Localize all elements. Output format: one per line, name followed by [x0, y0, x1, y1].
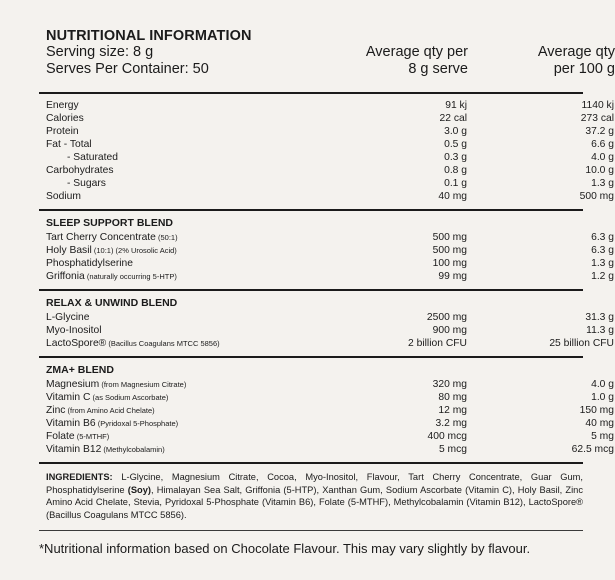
zma-blend-section: [39, 358, 614, 462]
row-label: Tart Cherry Concentrate (50:1): [46, 232, 178, 243]
row-label: Protein: [46, 126, 79, 137]
table-row: [39, 177, 614, 190]
row-note: (from Amino Acid Chelate): [65, 406, 155, 415]
per-serve-value: 91 kj: [445, 100, 467, 111]
row-label: Fat - Total: [46, 139, 92, 150]
col-per-100g-heading-2: per 100 g: [553, 61, 615, 77]
table-row: [39, 270, 614, 283]
serving-size: Serving size: 8 g: [46, 44, 154, 60]
table-row: [39, 257, 614, 270]
per-100g-value: 4.0 g: [591, 152, 614, 163]
per-100g-value: 1.2 g: [591, 271, 614, 282]
per-serve-value: 40 mg: [438, 191, 467, 202]
per-100g-value: 6.3 g: [591, 245, 614, 256]
row-label: Folate (5-MTHF): [46, 431, 110, 442]
row-label: Holy Basil (10:1) (2% Urosolic Acid): [46, 245, 177, 256]
row-note: (as Sodium Ascorbate): [90, 393, 169, 402]
allergen-soy: (Soy): [127, 484, 151, 495]
per-serve-value: 12 mg: [438, 405, 467, 416]
section-title: SLEEP SUPPORT BLEND: [46, 217, 173, 229]
table-row: [39, 112, 614, 125]
col-per-serve-heading-1: Average qty per: [365, 44, 468, 60]
per-100g-value: 1.3 g: [591, 258, 614, 269]
per-serve-value: 0.3 g: [444, 152, 467, 163]
table-row: [39, 244, 614, 257]
per-serve-value: 400 mcg: [427, 431, 467, 442]
per-100g-value: 6.3 g: [591, 232, 614, 243]
serving-header: [39, 44, 615, 92]
row-label: Phosphatidylserine: [46, 258, 134, 269]
row-label: Myo-Inositol: [46, 325, 102, 336]
table-row: [39, 99, 614, 112]
per-serve-value: 900 mg: [432, 325, 467, 336]
per-serve-value: 500 mg: [432, 245, 467, 256]
row-label: LactoSpore® (Bacillus Coagulans MTCC 5856): [46, 338, 220, 349]
table-row: [39, 404, 614, 417]
row-label: - Saturated: [67, 152, 118, 163]
row-label: - Sugars: [67, 178, 106, 189]
per-100g-value: 40 mg: [585, 418, 614, 429]
ingredients-label: INGREDIENTS:: [46, 472, 113, 482]
row-note: (5-MTHF): [74, 432, 110, 441]
row-note: (Methylcobalamin): [101, 445, 165, 454]
per-100g-value: 31.3 g: [585, 312, 614, 323]
per-serve-value: 80 mg: [438, 392, 467, 403]
per-serve-value: 0.8 g: [444, 165, 467, 176]
per-serve-value: 22 cal: [439, 113, 467, 124]
divider: [39, 530, 583, 531]
row-label: Calories: [46, 113, 84, 124]
per-100g-value: 273 cal: [580, 113, 614, 124]
per-serve-value: 99 mg: [438, 271, 467, 282]
table-row: [39, 138, 614, 151]
row-label: Griffonia (naturally occurring 5-HTP): [46, 271, 177, 282]
per-100g-value: 1140 kj: [581, 100, 614, 111]
per-100g-value: 11.3 g: [586, 325, 614, 336]
table-row: [39, 430, 614, 443]
per-serve-value: 0.1 g: [444, 178, 467, 189]
table-row: [39, 151, 614, 164]
per-serve-value: 3.0 g: [444, 126, 467, 137]
row-note: (Pyridoxal 5-Phosphate): [95, 419, 179, 428]
row-label: Vitamin B6 (Pyridoxal 5-Phosphate): [46, 418, 179, 429]
per-100g-value: 62.5 mcg: [571, 444, 614, 455]
per-serve-value: 2500 mg: [426, 312, 467, 323]
col-per-100g-heading-1: Average qty: [537, 44, 615, 60]
row-label: Vitamin C (as Sodium Ascorbate): [46, 392, 169, 403]
per-serve-value: 3.2 mg: [435, 418, 467, 429]
per-serve-value: 500 mg: [432, 232, 467, 243]
row-note: (Bacillus Coagulans MTCC 5856): [106, 339, 220, 348]
table-row: [39, 417, 614, 430]
per-100g-value: 37.2 g: [585, 126, 614, 137]
row-label: L-Glycine: [46, 312, 90, 323]
per-serve-value: 2 billion CFU: [408, 338, 467, 349]
per-100g-value: 4.0 g: [591, 379, 614, 390]
per-100g-value: 1.3 g: [591, 178, 614, 189]
row-label: Vitamin B12 (Methylcobalamin): [46, 444, 165, 455]
per-serve-value: 5 mcg: [438, 444, 467, 455]
table-row: [39, 164, 614, 177]
per-serve-value: 100 mg: [432, 258, 467, 269]
table-row: [39, 378, 614, 391]
nutrient-table: [39, 94, 614, 209]
nutrition-panel: [39, 28, 615, 531]
per-100g-value: 1.0 g: [591, 392, 614, 403]
table-row: [39, 190, 614, 203]
per-100g-value: 150 mg: [579, 405, 614, 416]
table-row: [39, 391, 614, 404]
table-row: [39, 443, 614, 456]
per-100g-value: 5 mg: [591, 431, 614, 442]
ingredients-text: INGREDIENTS: L-Glycine, Magnesium Citrate, Cocoa, Myo-Inositol, Flavour, Tart Cherry Concentrate, Guar Gum, Phosphatidylserine (Soy), Himalayan Sea Salt, Griffonia (5-HTP), Xanthan Gum, Sodium Ascorbate (Vitamin C), Holy Basil, Zinc Amino Acid Chelate, Stevia, Pyridoxal 5-Phosphate (Vitamin B6), Folate (5-MTHF), Methylcobalamin (Vitamin B12), LactoSpore® (Bacillus Coagulans MTCC 5856).: [46, 472, 583, 520]
panel-title: NUTRITIONAL INFORMATION: [46, 28, 252, 44]
row-label: Energy: [46, 100, 79, 111]
row-label: Carbohydrates: [46, 165, 114, 176]
row-label: Magnesium (from Magnesium Citrate): [46, 379, 187, 390]
table-row: [39, 324, 614, 337]
table-row: [39, 125, 614, 138]
footnote: *Nutritional information based on Chocolate Flavour. This may vary slightly by flavour.: [39, 541, 531, 556]
col-per-serve-heading-2: 8 g serve: [408, 61, 468, 77]
per-100g-value: 500 mg: [579, 191, 614, 202]
section-title: ZMA+ BLEND: [46, 364, 114, 376]
per-100g-value: 6.6 g: [591, 139, 614, 150]
per-serve-value: 320 mg: [432, 379, 467, 390]
row-note: (naturally occurring 5-HTP): [84, 272, 177, 281]
servings-per-container: Serves Per Container: 50: [46, 61, 209, 77]
table-row: [39, 337, 614, 350]
relax-blend-section: [39, 291, 614, 356]
row-note: (from Magnesium Citrate): [99, 380, 187, 389]
table-row: [39, 311, 614, 324]
sleep-blend-section: [39, 211, 614, 289]
per-100g-value: 10.0 g: [585, 165, 614, 176]
per-100g-value: 25 billion CFU: [549, 338, 614, 349]
row-label: Sodium: [46, 191, 81, 202]
row-note: (50:1): [155, 233, 178, 242]
per-serve-value: 0.5 g: [444, 139, 467, 150]
row-label: Zinc (from Amino Acid Chelate): [46, 405, 155, 416]
section-title: RELAX & UNWIND BLEND: [46, 297, 178, 309]
table-row: [39, 231, 614, 244]
row-note: (10:1) (2% Urosolic Acid): [91, 246, 177, 255]
